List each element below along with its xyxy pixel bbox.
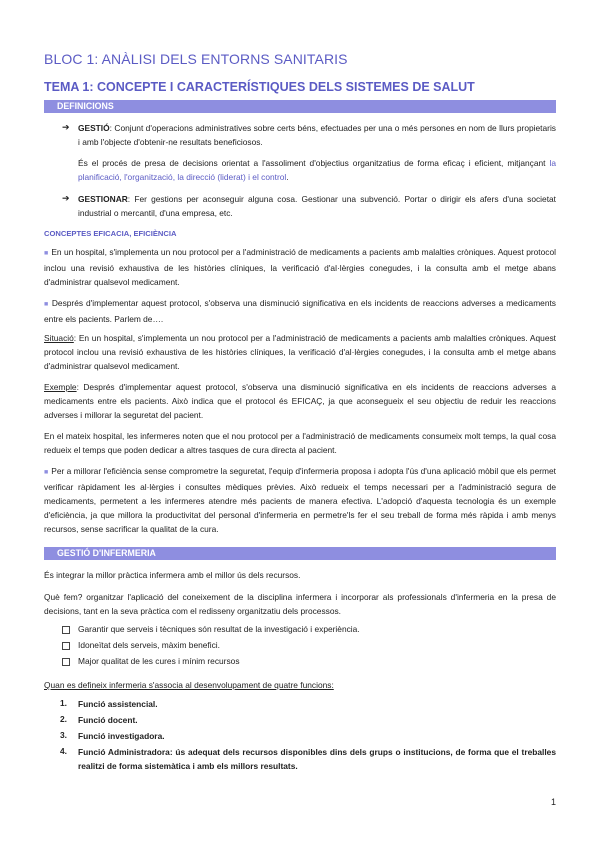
bloc-title: BLOC 1: ANÀLISI DELS ENTORNS SANITARIS <box>44 51 348 67</box>
paragraph-despres <box>44 296 556 326</box>
paragraph-situacio <box>44 331 556 373</box>
check-item: Idoneïtat dels serveis, màxim benefici. <box>78 640 220 650</box>
paragraph-mateix: En el mateix hospital, les infermeres noten que el nou protocol per a l'administració de medicaments consumeix molt temps, la qual cosa redueix el temps que poden dedicar a altres tasques de cura directa al pacient. <box>44 431 556 455</box>
check-item: Major qualitat de les cures i mínim recursos <box>78 656 240 666</box>
paragraph-millorar <box>44 464 556 536</box>
gestio-process <box>78 156 556 184</box>
list-number: 2. <box>60 714 67 724</box>
section-header-definicions: DEFINICIONS <box>44 100 556 113</box>
subsection-title: CONCEPTES EFICACIA, EFICIÈNCIA <box>44 229 177 238</box>
gestionar-def-text: : Fer gestions per aconseguir alguna cosa. Gestionar una subvenció. Portar o dirigir els afers d'una societat industrial o mercantil, d'una empresa, etc. <box>78 194 556 218</box>
paragraph-text: : En un hospital, s'implementa un nou protocol per a l'administració de medicaments a pacients amb malalties cròniques. Aquest protocol inclou una revisió exhaustiva de les històries clíniques, la verificació d'al·lèrgies conegudes, i la consulta amb el metge abans d'administrar qualsevol medicament. <box>44 333 556 371</box>
gestionar-term: GESTIONAR <box>78 194 128 204</box>
gestio-definition <box>78 121 556 149</box>
gestionar-definition <box>78 192 556 220</box>
function-item: Funció docent. <box>78 715 138 725</box>
check-item: Garantir que serveis i tècniques són resultat de la investigació i experiència. <box>78 624 360 634</box>
page-number: 1 <box>551 797 557 807</box>
tema-title: TEMA 1: CONCEPTE I CARACTERÍSTIQUES DELS SISTEMES DE SALUT <box>44 80 475 94</box>
function-item: Funció investigadora. <box>78 731 165 741</box>
checkbox-icon <box>62 642 70 650</box>
arrow-icon: ➔ <box>62 122 70 132</box>
paragraph-integrar: És integrar la millor pràctica infermera amb el millor ús dels recursos. <box>44 570 301 580</box>
paragraph-quefem: Què fem? organitzar l'aplicació del coneixement de la disciplina infermera i incorporar als professionals d'infermeria en la presa de decisions, tant en la seva pràctica com el redisseny organitzatiu dels processos. <box>44 592 556 616</box>
section-header-gestio-infermeria: GESTIÓ D'INFERMERIA <box>44 547 556 560</box>
gestio-process-end: . <box>286 172 289 182</box>
exemple-label: Exemple <box>44 382 77 392</box>
paragraph-quanes: Quan es defineix infermeria s'associa al desenvolupament de quatre funcions: <box>44 680 334 690</box>
situacio-label: Situació <box>44 333 74 343</box>
checkbox-icon <box>62 626 70 634</box>
list-number: 4. <box>60 746 67 756</box>
paragraph-text: : Després d'implementar aquest protocol, s'observa una disminució significativa en els incidents de reaccions adverses a medicaments entre els pacients. Això indica que el protocol és EFICAÇ, ja que aconsegueix el seu objectiu de reduir les reaccions adverses i millorar la seguretat del pacient. <box>44 382 556 420</box>
paragraph-hospital <box>44 245 556 289</box>
gestio-process-highlight: la planificació, l'organització, la direcció (liderat) i el control <box>78 158 556 182</box>
square-bullet-icon: ■ <box>44 469 49 476</box>
paragraph-exemple <box>44 380 556 422</box>
paragraph-text: Per a millorar l'eficiència sense comprometre la seguretat, l'equip d'infermeria proposa i adopta l'ús d'una aplicació mòbil que els permet verificar ràpidament les al·lèrgies i consultes mèdiques prèvies. Això redueix el temps necessari per a l'administració segura de medicaments, permetent a les infermeres atendre més pacients de manera efectiva. L'adopció d'aquesta tecnologia és un exemple d'eficiència, ja que millora la productivitat del personal d'infermeria en permetre'ls fer el seu treball de forma més ràpida i amb menys recursos, sense sacrificar la qualitat de la cura. <box>44 466 556 534</box>
square-bullet-icon: ■ <box>44 250 49 257</box>
function-item: Funció Administradora: ús adequat dels recursos disponibles dins dels grups o institucions, de forma que el treballes realitzi de forma sistemàtica i amb els millors resultats. <box>78 747 556 771</box>
list-number: 1. <box>60 698 67 708</box>
gestio-term: GESTIÓ <box>78 123 110 133</box>
checkbox-icon <box>62 658 70 666</box>
list-number: 3. <box>60 730 67 740</box>
gestio-process-text: És el procés de presa de decisions orientat a l'assoliment d'objectius organitzatius de forma eficaç i eficient, mitjançant <box>78 158 550 168</box>
gestio-def-text: : Conjunt d'operacions administratives sobre certs béns, efectuades per una o més persones en nom de llurs propietaris i amb l'objecte d'obtenir-ne resultats beneficiosos. <box>78 123 556 147</box>
function-item: Funció assistencial. <box>78 699 158 709</box>
paragraph-text: En un hospital, s'implementa un nou protocol per a l'administració de medicaments a pacients amb malalties cròniques. Aquest protocol inclou una revisió exhaustiva de les històries clíniques, la verificació d'al·lèrgies conegudes, i la consulta amb el metge abans d'administrar qualsevol medicament. <box>44 247 556 287</box>
paragraph-text: Després d'implementar aquest protocol, s'observa una disminució significativa en els incidents de reaccions adverses a medicaments entre els pacients. Parlem de…. <box>44 298 556 324</box>
arrow-icon: ➔ <box>62 193 70 203</box>
square-bullet-icon: ■ <box>44 301 49 308</box>
